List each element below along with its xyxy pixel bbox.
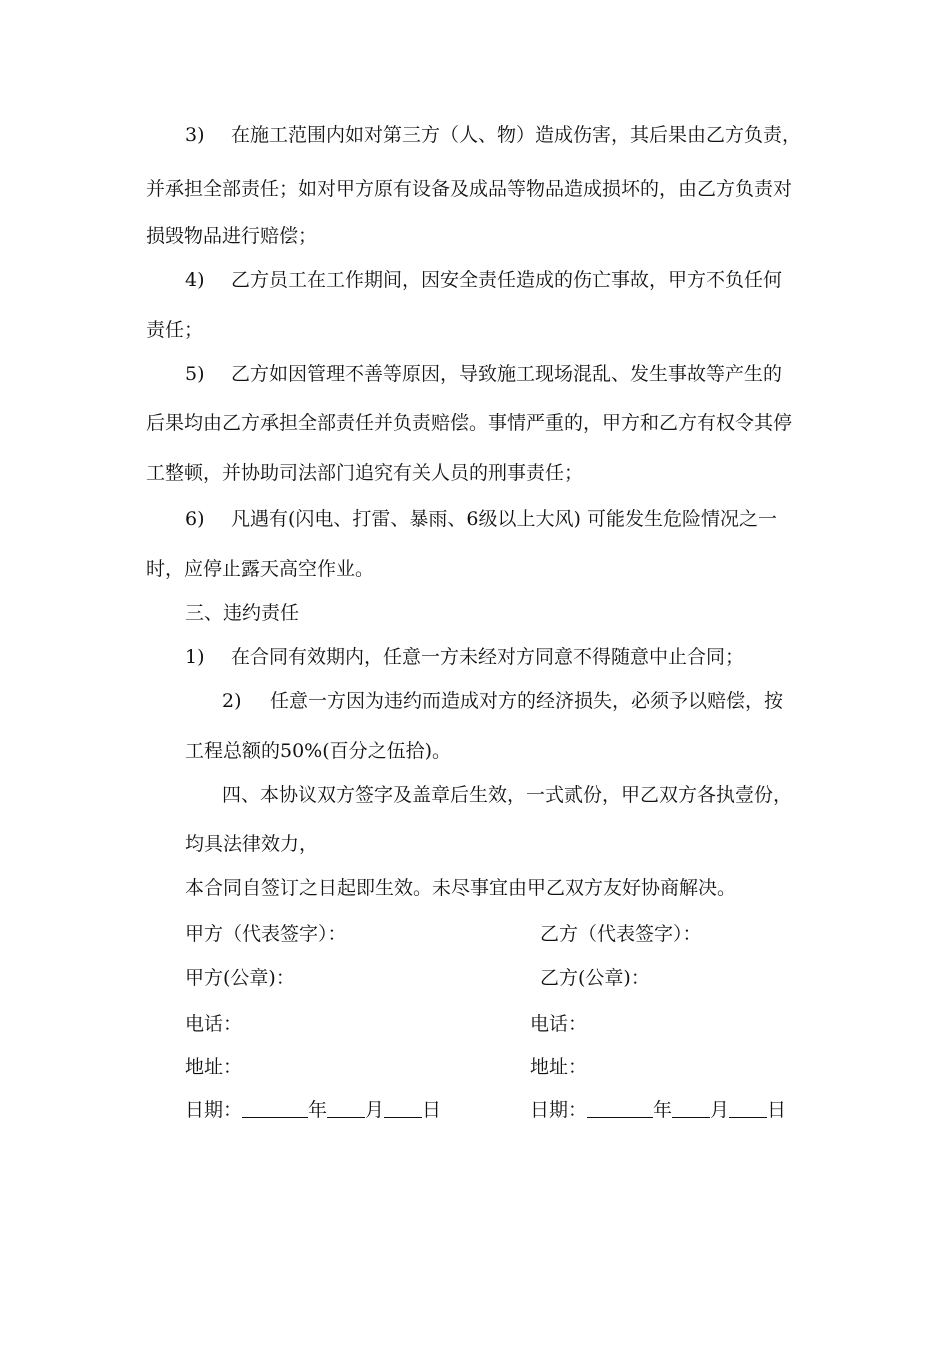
day-blank[interactable]: [384, 1099, 422, 1118]
item-text: 在合同有效期内，任意一方未经对方同意不得随意中止合同；: [231, 646, 745, 668]
section-4-line-3: 本合同自签订之日起即生效。未尽事宜由甲乙双方友好协商解决。: [185, 877, 737, 899]
day-label: 日: [422, 1099, 442, 1121]
section-3-item-2-line-1: [222, 689, 783, 713]
date-label: 日期：: [185, 1099, 243, 1121]
clause-4-line-2: 责任；: [146, 319, 204, 341]
party-b-sign-label: 乙方（代表签字）：: [540, 923, 702, 945]
party-b-address-label: 地址：: [530, 1056, 588, 1078]
clause-number: 6): [185, 508, 205, 530]
clause-5-line-1: [185, 362, 782, 386]
day-label: 日: [767, 1099, 787, 1121]
clause-6-line-1: [185, 507, 777, 531]
month-label: 月: [365, 1099, 385, 1121]
section-3-heading: 三、违约责任: [185, 602, 300, 624]
section-4-line-2: 均具法律效力，: [185, 833, 319, 855]
clause-6-line-2: 时，应停止露天高空作业。: [146, 558, 375, 580]
clause-number: 5): [185, 363, 205, 385]
month-blank[interactable]: [327, 1099, 365, 1118]
clause-3-line-3: 损毁物品进行赔偿；: [146, 225, 318, 247]
clause-5-line-3: 工整顿，并协助司法部门追究有关人员的刑事责任；: [146, 462, 584, 484]
party-b-seal-label: 乙方(公章)：: [540, 967, 650, 989]
year-label: 年: [653, 1099, 673, 1121]
section-3-item-1: [185, 645, 744, 669]
month-label: 月: [710, 1099, 730, 1121]
date-label: 日期：: [530, 1099, 588, 1121]
party-a-date-line: [185, 1098, 441, 1122]
item-number: 2): [222, 690, 242, 712]
clause-5-line-2: 后果均由乙方承担全部责任并负责赔偿。事情严重的，甲方和乙方有权令其停: [146, 412, 793, 434]
day-blank[interactable]: [729, 1099, 767, 1118]
clause-4-line-1: [185, 268, 782, 292]
party-a-phone-label: 电话：: [185, 1013, 243, 1035]
clause-text: 乙方如因管理不善等原因，导致施工现场混乱、发生事故等产生的: [231, 363, 783, 385]
year-label: 年: [308, 1099, 328, 1121]
party-b-phone-label: 电话：: [530, 1013, 588, 1035]
party-a-seal-label: 甲方(公章)：: [185, 967, 295, 989]
clause-text: 在施工范围内如对第三方（人、物）造成伤害，其后果由乙方负责，: [231, 124, 802, 146]
section-3-item-2-line-2: 工程总额的50%(百分之伍拾)。: [185, 740, 452, 762]
party-b-date-line: [530, 1098, 786, 1122]
item-text: 任意一方因为违约而造成对方的经济损失，必须予以赔偿，按: [270, 690, 784, 712]
clause-text: 凡遇有(闪电、打雷、暴雨、6级以上大风) 可能发生危险情况之一: [231, 508, 777, 530]
section-4-line-1: 四、本协议双方签字及盖章后生效，一式贰份，甲乙双方各执壹份，: [222, 784, 793, 806]
clause-number: 3): [185, 124, 205, 146]
party-a-address-label: 地址：: [185, 1056, 243, 1078]
party-a-sign-label: 甲方（代表签字）：: [185, 923, 347, 945]
year-blank[interactable]: [242, 1099, 308, 1118]
clause-3-line-2: 并承担全部责任；如对甲方原有设备及成品等物品造成损坏的，由乙方负责对: [146, 178, 793, 200]
clause-number: 4): [185, 269, 205, 291]
year-blank[interactable]: [587, 1099, 653, 1118]
clause-text: 乙方员工在工作期间，因安全责任造成的伤亡事故，甲方不负任何: [231, 269, 783, 291]
item-number: 1): [185, 646, 205, 668]
month-blank[interactable]: [672, 1099, 710, 1118]
clause-3-line-1: [185, 123, 801, 147]
